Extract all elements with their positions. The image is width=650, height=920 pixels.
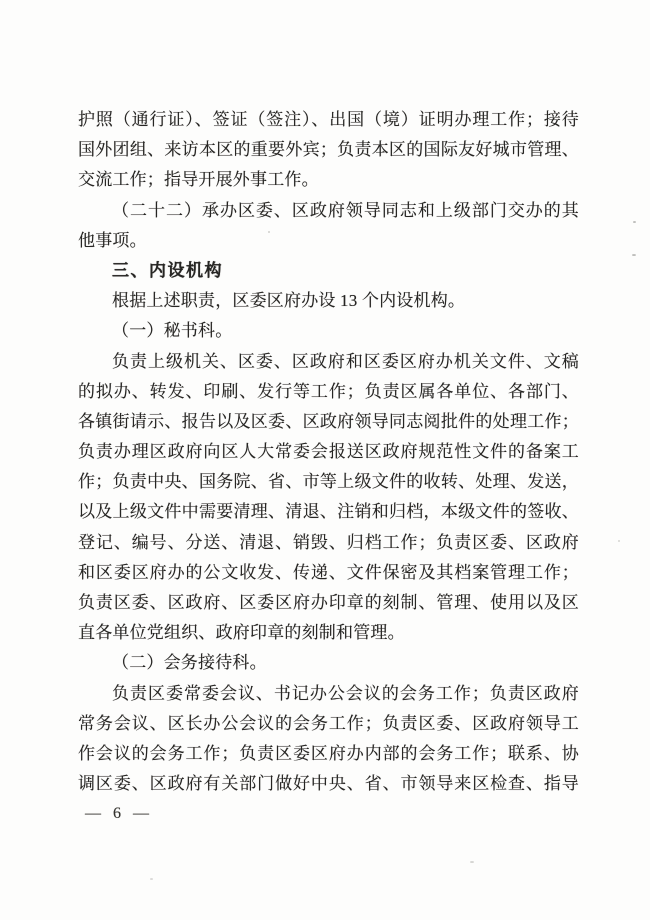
text-line: 直各单位党组织、政府印章的刻制和管理。 (78, 623, 405, 643)
text-line: 根据上述职责，区委区府办设 13 个内设机构。 (112, 291, 466, 311)
text-line: 各镇街请示、报告以及区委、区政府领导同志阅批件的处理工作； (78, 411, 579, 431)
text-line: 交流工作；指导开展外事工作。 (78, 170, 319, 190)
text-line: （二）会务接待科。 (112, 653, 267, 673)
scan-speck (633, 221, 636, 223)
section-heading-internal-organs (78, 256, 579, 286)
text-line: （一）秘书科。 (112, 321, 233, 341)
text-line: 护照（通行证）、签证（签注）、出国（境）证明办理工作；接待 (78, 110, 579, 129)
scan-speck (470, 861, 474, 863)
page-number: — 6 — (85, 805, 153, 822)
document-body (78, 105, 579, 799)
text-line: 和区委区府办的公文收发、传递、文件保密及其档案管理工作； (78, 562, 579, 582)
text-line: 负责办理区政府向区人大常委会报送区政府规范性文件的备案工 (78, 442, 579, 462)
text-line: 他事项。 (78, 230, 147, 250)
paragraph-item-22 (78, 196, 579, 256)
text-line: 登记、编号、分送、清退、销毁、归档工作；负责区委、区政府 (78, 532, 579, 552)
text-line: 负责区委常委会议、书记办公会议的会务工作；负责区政府 (112, 683, 579, 703)
scan-speck (618, 540, 620, 542)
text-line: 负责上级机关、区委、区政府和区委区府办机关文件、文稿 (112, 351, 579, 371)
text-line: （二十二）承办区委、区政府领导同志和上级部门交办的其 (112, 200, 579, 220)
scan-speck (268, 231, 270, 233)
paragraph-organs-count (78, 286, 579, 316)
paragraph-secretary-duties (78, 347, 579, 649)
text-line: 的拟办、转发、印刷、发行等工作；负责区属各单位、各部门、 (78, 381, 579, 401)
scan-speck (632, 254, 636, 256)
text-line: 调区委、区政府有关部门做好中央、省、市领导来区检查、指导 (78, 774, 579, 794)
text-line: 常务会议、区长办公会议的会务工作；负责区委、区政府领导工 (78, 713, 579, 733)
text-line: 以及上级文件中需要清理、清退、注销和归档，本级文件的签收、 (78, 502, 579, 522)
text-line: 作；负责中央、国务院、省、市等上级文件的收转、处理、发送， (78, 472, 579, 492)
section-heading-text: 三、内设机构 (112, 260, 223, 280)
paragraph-conference-duties (78, 679, 579, 800)
subheading-secretary-section (78, 316, 579, 346)
subheading-conference-reception-section (78, 648, 579, 678)
scan-speck (150, 878, 153, 880)
text-line: 作会议的会务工作；负责区委区府办内部的会务工作；联系、协 (78, 743, 579, 763)
text-line: 国外团组、来访本区的重要外宾；负责本区的国际友好城市管理、 (78, 140, 579, 160)
paragraph-foreign-affairs (78, 105, 579, 196)
text-line: 负责区委、区政府、区委区府办印章的刻制、管理、使用以及区 (78, 593, 579, 612)
